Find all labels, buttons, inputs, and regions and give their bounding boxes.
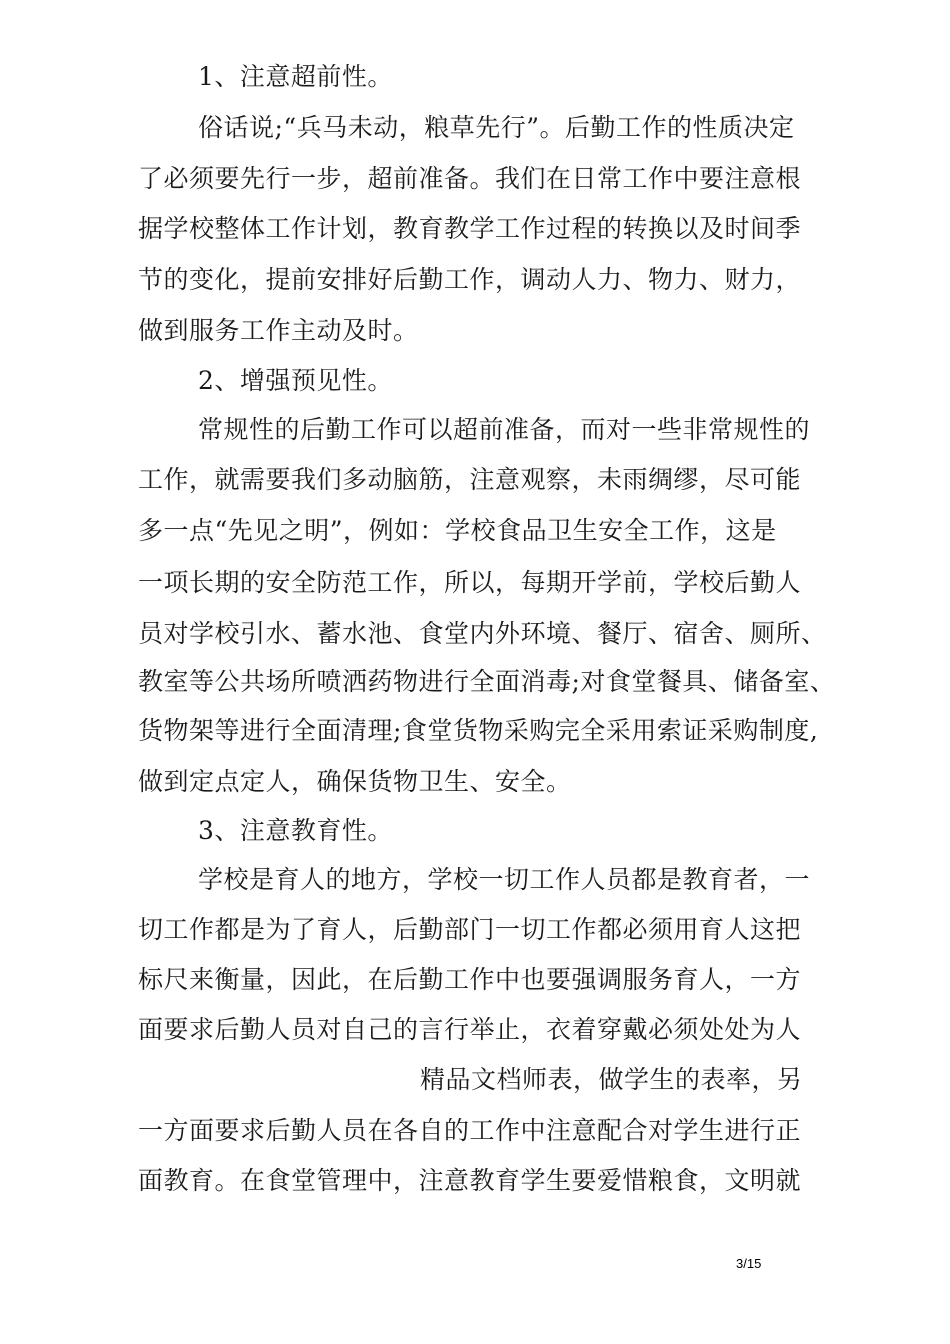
text-line: 据学校整体工作计划，教育教学工作过程的转换以及时间季 [138, 214, 802, 243]
text-line: 节的变化，提前安排好后勤工作，调动人力、物力、财力， [138, 265, 802, 294]
text-line: 多一点“先见之明”，例如：学校食品卫生安全工作，这是 [138, 516, 777, 545]
text-line: 货物架等进行全面清理;食堂货物采购完全采用索证采购制度, [138, 716, 819, 745]
text-line: 做到服务工作主动及时。 [138, 316, 419, 345]
text-line: 面要求后勤人员对自己的言行举止，衣着穿戴必须处处为人 [138, 1015, 802, 1044]
text-line: 工作，就需要我们多动脑筋，注意观察，未雨绸缪，尽可能 [138, 465, 802, 494]
text-line: 做到定点定人，确保货物卫生、安全。 [138, 767, 572, 796]
text-line: 教室等公共场所喷洒药物进行全面消毒;对食堂餐具、储备室、 [138, 667, 836, 696]
text-line: 员对学校引水、蓄水池、食堂内外环境、餐厅、宿舍、厕所、 [138, 619, 827, 648]
text-line: 一项长期的安全防范工作，所以，每期开学前，学校后勤人 [138, 568, 802, 597]
text-line: 一方面要求后勤人员在各自的工作中注意配合对学生进行正 [138, 1116, 802, 1145]
heading-line: 3、注意教育性。 [198, 816, 393, 845]
text-line: 俗话说;“兵马未动，粮草先行”。后勤工作的性质决定 [198, 113, 795, 142]
text-line: 了必须要先行一步，超前准备。我们在日常工作中要注意根 [138, 164, 802, 193]
text-line: 切工作都是为了育人，后勤部门一切工作都必须用育人这把 [138, 915, 802, 944]
heading-line: 1、注意超前性。 [198, 62, 393, 91]
page-number: 3/15 [736, 1256, 762, 1271]
text-line: 标尺来衡量，因此，在后勤工作中也要强调服务育人，一方 [138, 965, 802, 994]
heading-line: 2、增强预见性。 [198, 366, 393, 395]
text-line: 学校是育人的地方，学校一切工作人员都是教育者，一 [198, 865, 811, 894]
text-line: 精品文档师表，做学生的表率，另 [420, 1065, 803, 1094]
text-line: 面教育。在食堂管理中，注意教育学生要爱惜粮食，文明就 [138, 1166, 802, 1195]
text-line: 常规性的后勤工作可以超前准备，而对一些非常规性的 [198, 415, 811, 444]
